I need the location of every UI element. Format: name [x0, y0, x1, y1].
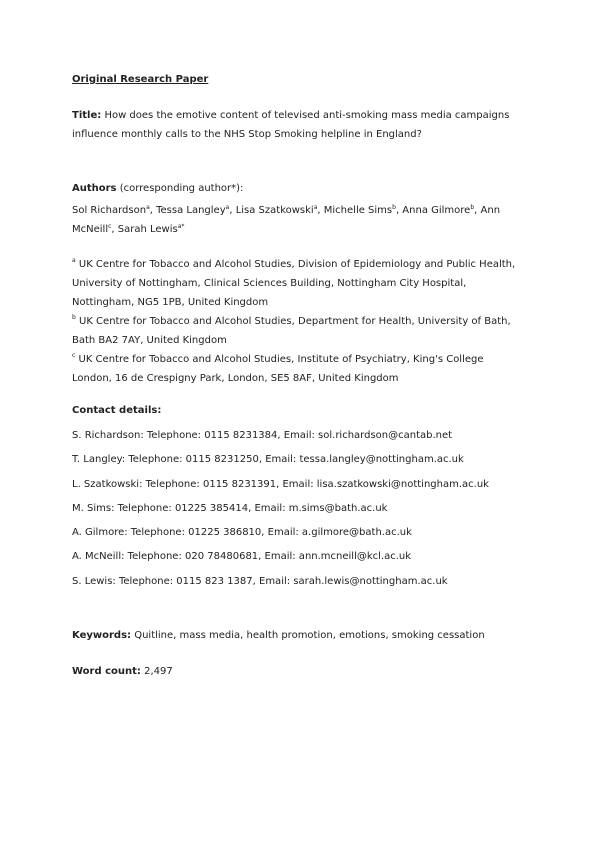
title-line-1: How does the emotive content of televised anti-smoking mass media campaigns: [104, 110, 510, 121]
author-name-part: McNeill: [72, 224, 109, 235]
contact-line: A. Gilmore: Telephone: 01225 386810, Email: a.gilmore@bath.ac.uk: [72, 527, 412, 539]
word-count-value: 2,497: [144, 666, 173, 677]
affiliation-line: UK Centre for Tobacco and Alcohol Studies, Division of Epidemiology and Public Health,: [78, 259, 516, 270]
author-name: Sarah Lewis: [117, 224, 178, 235]
affiliations-block: [72, 255, 522, 388]
authors-note: (corresponding author*):: [119, 183, 244, 194]
contact-line: S. Lewis: Telephone: 0115 823 1387, Email: sarah.lewis@nottingham.ac.uk: [72, 575, 448, 587]
affiliation-line: University of Nottingham, Clinical Sciences Building, Nottingham City Hospital,: [72, 278, 467, 289]
affiliation-line: London, 16 de Crespigny Park, London, SE5 8AF, United Kingdom: [72, 373, 399, 384]
title-label: Title:: [72, 110, 102, 121]
author-name-part: Ann: [480, 205, 501, 216]
author-affiliation-mark: a: [146, 204, 150, 211]
affiliation-line: Bath BA2 7AY, United Kingdom: [72, 335, 227, 346]
author-affiliation-mark: a: [313, 204, 318, 211]
keywords-line: [72, 626, 522, 645]
word-count-line: [72, 662, 522, 681]
author-affiliation-mark: b: [392, 204, 396, 211]
keywords-label: Keywords:: [72, 630, 132, 641]
title-line-2: influence monthly calls to the NHS Stop Smoking helpline in England?: [72, 129, 422, 140]
contacts-heading: Contact details:: [72, 405, 162, 416]
contacts-list: [72, 424, 522, 594]
author-name: Sol Richardson: [72, 205, 147, 216]
author-affiliation-mark: a*: [177, 223, 185, 230]
affiliation-mark: c: [72, 352, 76, 359]
title-block: [72, 106, 522, 144]
authors-list: Sol Richardson$^a$, Tessa Langley$^a$, Lisa Szatkowski$^a$, Michelle Sims$^b$, Anna Gilmore$^b$, Ann McNeill$^c$, Sarah Lewis$^{a*}$: [72, 204, 501, 235]
author-name: Tessa Langley: [156, 205, 226, 216]
contact-line: A. McNeill: Telephone: 020 78480681, Email: ann.mcneill@kcl.ac.uk: [72, 551, 412, 563]
authors-heading: [72, 179, 522, 198]
affiliation-line: Nottingham, NG5 1PB, United Kingdom: [72, 297, 269, 308]
authors-label: Authors: [72, 183, 117, 194]
contact-line: M. Sims: Telephone: 01225 385414, Email: m.sims@bath.ac.uk: [72, 502, 388, 514]
affiliation-line: UK Centre for Tobacco and Alcohol Studies, Department for Health, University of Bath,: [79, 316, 511, 327]
author-name: Anna Gilmore: [402, 205, 471, 216]
keywords-value: Quitline, mass media, health promotion, emotions, smoking cessation: [134, 630, 485, 641]
affiliation-mark: a: [72, 257, 76, 264]
author-name: Michelle Sims: [323, 205, 393, 216]
affiliation-mark: b: [72, 314, 76, 321]
paper-type-heading: Original Research Paper: [72, 74, 209, 85]
affiliation-line: UK Centre for Tobacco and Alcohol Studies, Institute of Psychiatry, King's College: [78, 354, 484, 365]
contact-line: L. Szatkowski: Telephone: 0115 8231391, Email: lisa.szatkowski@nottingham.ac.uk: [72, 478, 489, 490]
contact-line: S. Richardson: Telephone: 0115 8231384, Email: sol.richardson@cantab.net: [72, 430, 453, 441]
author-name: Lisa Szatkowski: [235, 205, 314, 216]
author-affiliation-mark: c: [108, 223, 112, 230]
word-count-label: Word count:: [72, 666, 141, 677]
author-affiliation-mark: a: [225, 204, 230, 211]
author-affiliation-mark: b: [470, 204, 475, 211]
contact-line: T. Langley: Telephone: 0115 8231250, Email: tessa.langley@nottingham.ac.uk: [72, 454, 464, 466]
